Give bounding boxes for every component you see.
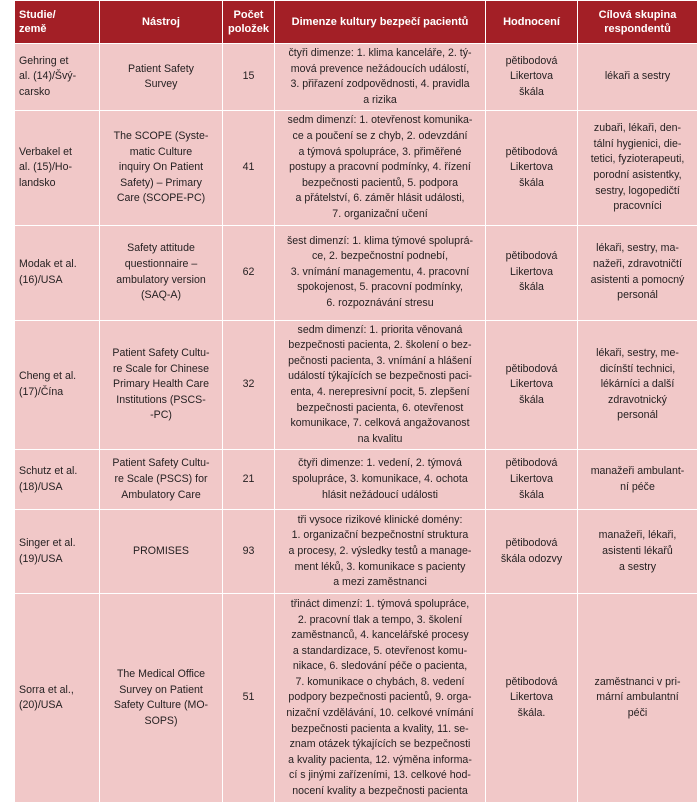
cell-rating: pětibodová Likertova škála bbox=[486, 450, 578, 510]
cell-tool: PROMISES bbox=[100, 510, 223, 594]
cell-target: zaměstnanci v pri- mární ambulantní péči bbox=[578, 594, 697, 803]
cell-dimensions: třináct dimenzí: 1. týmová spolupráce, 2. pracovní tlak a tempo, 3. školení zaměstnanců, 4. kancelářské procesy a standardizace, 5. otevřenost komu- nikace, 6. sledování péče o pacienta, 7. komunikace o chybách, 8. vedení podpory bezpečnosti pacientů, 9. orga- nizační vzdělávání, 10. celkové vnímání bezpečnosti pacienta a kvality, 11. se- znam otázek týkajících se bezpečnosti a kvality pacienta, 12. výměna informa- cí s jinými zařízeními, 13. celkové hod- nocení kvality a bezpečnosti pacienta bbox=[275, 594, 486, 803]
cell-items: 41 bbox=[223, 111, 275, 225]
cell-target: lékaři, sestry, me- dicínští technici, lékárníci a další zdravotnický personál bbox=[578, 320, 697, 450]
header-dimensions: Dimenze kultury bezpečí pacientů bbox=[275, 1, 486, 44]
header-row bbox=[15, 1, 697, 44]
cell-study: Gehring et al. (14)/Švý- carsko bbox=[15, 44, 100, 111]
safety-culture-survey-table bbox=[14, 0, 697, 803]
cell-rating: pětibodová Likertova škála. bbox=[486, 594, 578, 803]
header-target: Cílová skupina respondentů bbox=[578, 1, 697, 44]
cell-target: lékaři, sestry, ma- nažeři, zdravotničtí asistenti a pomocný personál bbox=[578, 225, 697, 320]
table-body bbox=[15, 44, 697, 803]
table-wrapper bbox=[14, 0, 697, 803]
header-items: Počet položek bbox=[223, 1, 275, 44]
cell-study: Modak et al. (16)/USA bbox=[15, 225, 100, 320]
cell-rating: pětibodová Likertova škála bbox=[486, 44, 578, 111]
cell-items: 51 bbox=[223, 594, 275, 803]
cell-rating: pětibodová Likertova škála bbox=[486, 225, 578, 320]
cell-tool: Patient Safety Survey bbox=[100, 44, 223, 111]
cell-dimensions: tři vysoce rizikové klinické domény: 1. organizační bezpečnostní struktura a procesy, 2. výsledky testů a manage- ment léků, 3. komunikace s pacienty a mezi zaměstnanci bbox=[275, 510, 486, 594]
table-row bbox=[15, 320, 697, 450]
cell-dimensions: čtyři dimenze: 1. klima kanceláře, 2. tý- mová prevence nežádoucích událostí, 3. přiřazení zodpovědnosti, 4. pravidla a rizika bbox=[275, 44, 486, 111]
header-study: Studie/ země bbox=[15, 1, 100, 44]
header-tool: Nástroj bbox=[100, 1, 223, 44]
cell-target: zubaři, lékaři, den- tální hygienici, die- tetici, fyzioterapeuti, porodní asistentky, sestry, logopedičtí pracovníci bbox=[578, 111, 697, 225]
cell-dimensions: čtyři dimenze: 1. vedení, 2. týmová spolupráce, 3. komunikace, 4. ochota hlásit nežádoucí události bbox=[275, 450, 486, 510]
cell-items: 93 bbox=[223, 510, 275, 594]
table-header bbox=[15, 1, 697, 44]
table-row bbox=[15, 225, 697, 320]
cell-tool: The Medical Office Survey on Patient Safety Culture (MO- SOPS) bbox=[100, 594, 223, 803]
cell-study: Verbakel et al. (15)/Ho- landsko bbox=[15, 111, 100, 225]
cell-study: Singer et al. (19)/USA bbox=[15, 510, 100, 594]
table-row bbox=[15, 510, 697, 594]
cell-rating: pětibodová Likertova škála bbox=[486, 111, 578, 225]
cell-dimensions: sedm dimenzí: 1. otevřenost komunika- ce a poučení se z chyb, 2. odevzdání a týmová spolupráce, 3. přiměřené postupy a pracovní podmínky, 4. řízení bezpečnosti pacientů, 5. podpora a přátelství, 6. záměr hlásit události, 7. organizační učení bbox=[275, 111, 486, 225]
cell-items: 32 bbox=[223, 320, 275, 450]
table-row bbox=[15, 44, 697, 111]
cell-tool: Patient Safety Cultu- re Scale (PSCS) for Ambulatory Care bbox=[100, 450, 223, 510]
cell-items: 21 bbox=[223, 450, 275, 510]
cell-items: 15 bbox=[223, 44, 275, 111]
cell-rating: pětibodová Likertova škála bbox=[486, 320, 578, 450]
cell-study: Schutz et al. (18)/USA bbox=[15, 450, 100, 510]
cell-study: Cheng et al. (17)/Čína bbox=[15, 320, 100, 450]
cell-tool: The SCOPE (Syste- matic Culture inquiry On Patient Safety) – Primary Care (SCOPE-PC) bbox=[100, 111, 223, 225]
table-row bbox=[15, 594, 697, 803]
table-row bbox=[15, 111, 697, 225]
cell-target: manažeři ambulant- ní péče bbox=[578, 450, 697, 510]
cell-rating: pětibodová škála odozvy bbox=[486, 510, 578, 594]
cell-tool: Safety attitude questionnaire – ambulatory version (SAQ-A) bbox=[100, 225, 223, 320]
header-rating: Hodnocení bbox=[486, 1, 578, 44]
cell-tool: Patient Safety Cultu- re Scale for Chinese Primary Health Care Institutions (PSCS- -PC) bbox=[100, 320, 223, 450]
cell-study: Sorra et al., (20)/USA bbox=[15, 594, 100, 803]
cell-items: 62 bbox=[223, 225, 275, 320]
cell-target: manažeři, lékaři, asistenti lékařů a sestry bbox=[578, 510, 697, 594]
cell-dimensions: sedm dimenzí: 1. priorita věnovaná bezpečnosti pacienta, 2. školení o bez- pečnosti pacienta, 3. vnímání a hlášení událostí týkajících se bezpečnosti paci- enta, 4. nerepresivní pocit, 5. zlepšení bezpečnosti pacienta, 6. otevřenost komunikace, 7. celková angažovanost na kvalitu bbox=[275, 320, 486, 450]
table-row bbox=[15, 450, 697, 510]
cell-dimensions: šest dimenzí: 1. klima týmové spoluprá- ce, 2. bezpečnostní podnebí, 3. vnímání managementu, 4. pracovní spokojenost, 5. pracovní podmínky, 6. rozpoznávání stresu bbox=[275, 225, 486, 320]
cell-target: lékaři a sestry bbox=[578, 44, 697, 111]
